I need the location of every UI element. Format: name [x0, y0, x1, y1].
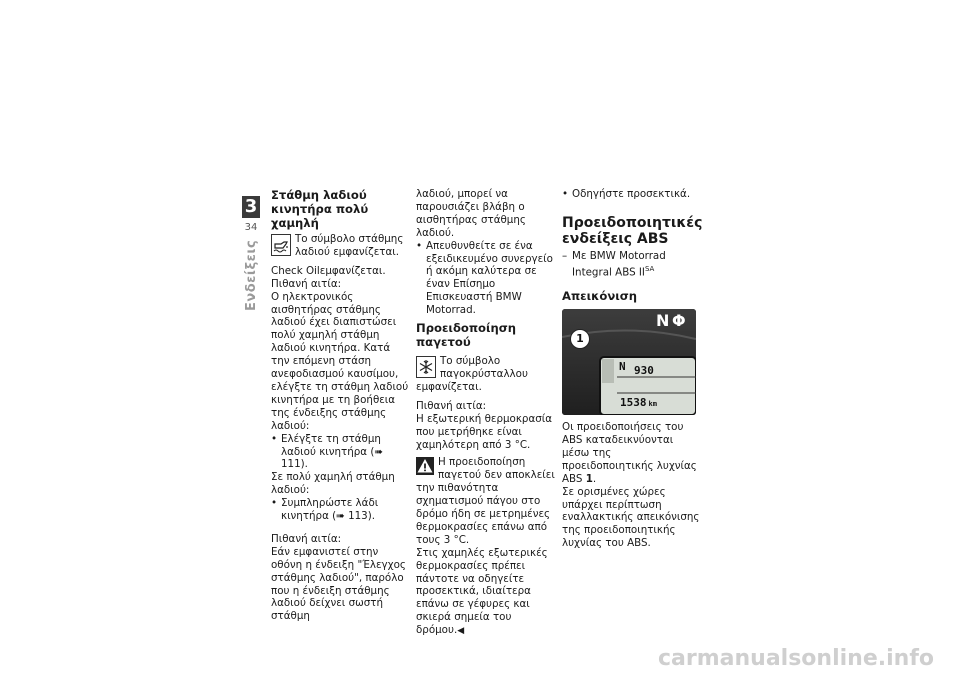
column-1: [271, 188, 411, 623]
oil-cause-text: Ο ηλεκτρονικός αισθητήρας στάθμης λαδιού έχει διαπιστώσει πολύ χαμηλή στάθμη λαδιού κινητήρα. Κατά την επόμενη στάση ανεφοδιασμού καυσίμου, ελέγξτε τη στάθμη λαδιού κινητήρα με τη βοήθεια της ένδειξης στάθμης λαδιού:: [271, 290, 409, 432]
column-2: [416, 188, 556, 638]
oil-icon-text: Το σύμβολο στάθμης λαδιού εμφανίζεται.: [295, 233, 404, 258]
workshop-bullet: • Απευθυνθείτε σε ένα εξειδικευμένο συνεργείο ή ακόμη καλύτερα σε έναν Επίσημο Επισκευαστή BMW Motorrad.: [416, 240, 556, 317]
end-mark: ◀: [457, 626, 465, 637]
abs-text-1c: .: [592, 472, 597, 485]
abs-text-1: [562, 421, 702, 486]
watermark: carmanualsonline.info: [658, 646, 934, 671]
callout-1: 1: [570, 329, 590, 349]
warning-triangle-icon: [416, 457, 434, 475]
frost-icon-text: Το σύμβολο παγοκρύσταλλου εμφανίζεται.: [416, 355, 528, 393]
gear-indicator: N: [656, 311, 670, 331]
sensor-text: λαδιού, μπορεί να παρουσιάζει βλάβη ο αισθητήρας στάθμης λαδιού.: [416, 188, 526, 239]
oil-cause2-label: Πιθανή αιτία:: [271, 532, 342, 545]
abs-variant-text: [562, 250, 702, 279]
odometer-value: 1538: [620, 396, 647, 410]
oil-heading: Στάθμη λαδιού κινητήρα πολύ χαμηλή: [271, 188, 369, 230]
frost-cause-text: Η εξωτερική θερμοκρασία που μετρήθηκε είναι χαμηλότερη από 3 °C.: [416, 412, 553, 451]
abs-variant-sup: SA: [644, 264, 655, 273]
oil-cause2-text: Εάν εμφανιστεί στην οθόνη η ένδειξη "Έλεγχος στάθμης λαδιού", παρόλο που η ένδειξη στάθμης λαδιού δείχνει σωστή στάθμη: [271, 545, 406, 623]
abs-text-1-ref: 1: [585, 472, 593, 485]
abs-heading: Προειδοποιητικές ενδείξεις ABS: [562, 214, 703, 247]
chapter-number: 3: [242, 196, 260, 218]
display-bottom: [620, 397, 657, 411]
snowflake-icon: [416, 356, 436, 378]
oil-icon-paragraph: [271, 233, 411, 259]
dashboard-image: [562, 309, 696, 415]
column-3: [562, 188, 702, 550]
oil-bullet-refill: • Συμπληρώστε λάδι κινητήρα (➠ 113).: [271, 497, 411, 523]
oil-check-text: Check Oilεμφανίζεται.: [271, 264, 386, 277]
abs-text-1a: Οι προειδοποιήσεις του ABS καταδεικνύονται μέσω της προειδοποιητικής λυχνίας ABS: [562, 421, 697, 485]
warning-text-2-body: Στις χαμηλές εξωτερικές θερμοκρασίες πρέπει πάντοτε να οδηγείτε προσεκτικά, ιδιαίτερα επάνω σε γέφυρες και σκιερά σημεία του δρόμου.: [416, 546, 548, 637]
odometer-unit: km: [648, 400, 657, 409]
abs-warning-light: Φ: [672, 311, 686, 331]
chapter-title: Ενδείξεις: [244, 240, 259, 312]
oil-bullet-check: • Ελέγξτε τη στάθμη λαδιού κινητήρα (➠ 111).: [271, 433, 411, 472]
warning-text: Η προειδοποίηση παγετού δεν αποκλείει την πιθανότητα σχηματισμού πάγου στο δρόμο ήδη σε μετρημένες θερμοκρασίες επάνω από τους 3 °C.: [416, 456, 555, 546]
frost-heading: Προειδοποίηση παγετού: [416, 321, 517, 350]
display-subheading: Απεικόνιση: [562, 289, 638, 304]
drive-carefully-bullet: • Οδηγήστε προσεκτικά.: [562, 188, 702, 201]
abs-text-2: Σε ορισμένες χώρες υπάρχει περίπτωση εναλλακτικής απεικόνισης της προειδοποιητικής λυχνίας του ABS.: [562, 485, 700, 550]
oil-can-icon: [271, 234, 291, 256]
frost-icon-paragraph: [416, 355, 556, 394]
display-left: N: [619, 360, 626, 374]
abs-variant-label: Με BMW Motorrad Integral ABS II: [572, 249, 666, 279]
frost-warning: [416, 456, 556, 546]
page-number: 34: [244, 222, 258, 233]
display-mid: 930: [634, 364, 654, 378]
frost-cause-label: Πιθανή αιτία:: [416, 399, 487, 412]
oil-low-text: Σε πολύ χαμηλή στάθμη λαδιού:: [271, 471, 395, 497]
oil-cause-label: Πιθανή αιτία:: [271, 277, 342, 290]
warning-text-2: [416, 547, 556, 638]
